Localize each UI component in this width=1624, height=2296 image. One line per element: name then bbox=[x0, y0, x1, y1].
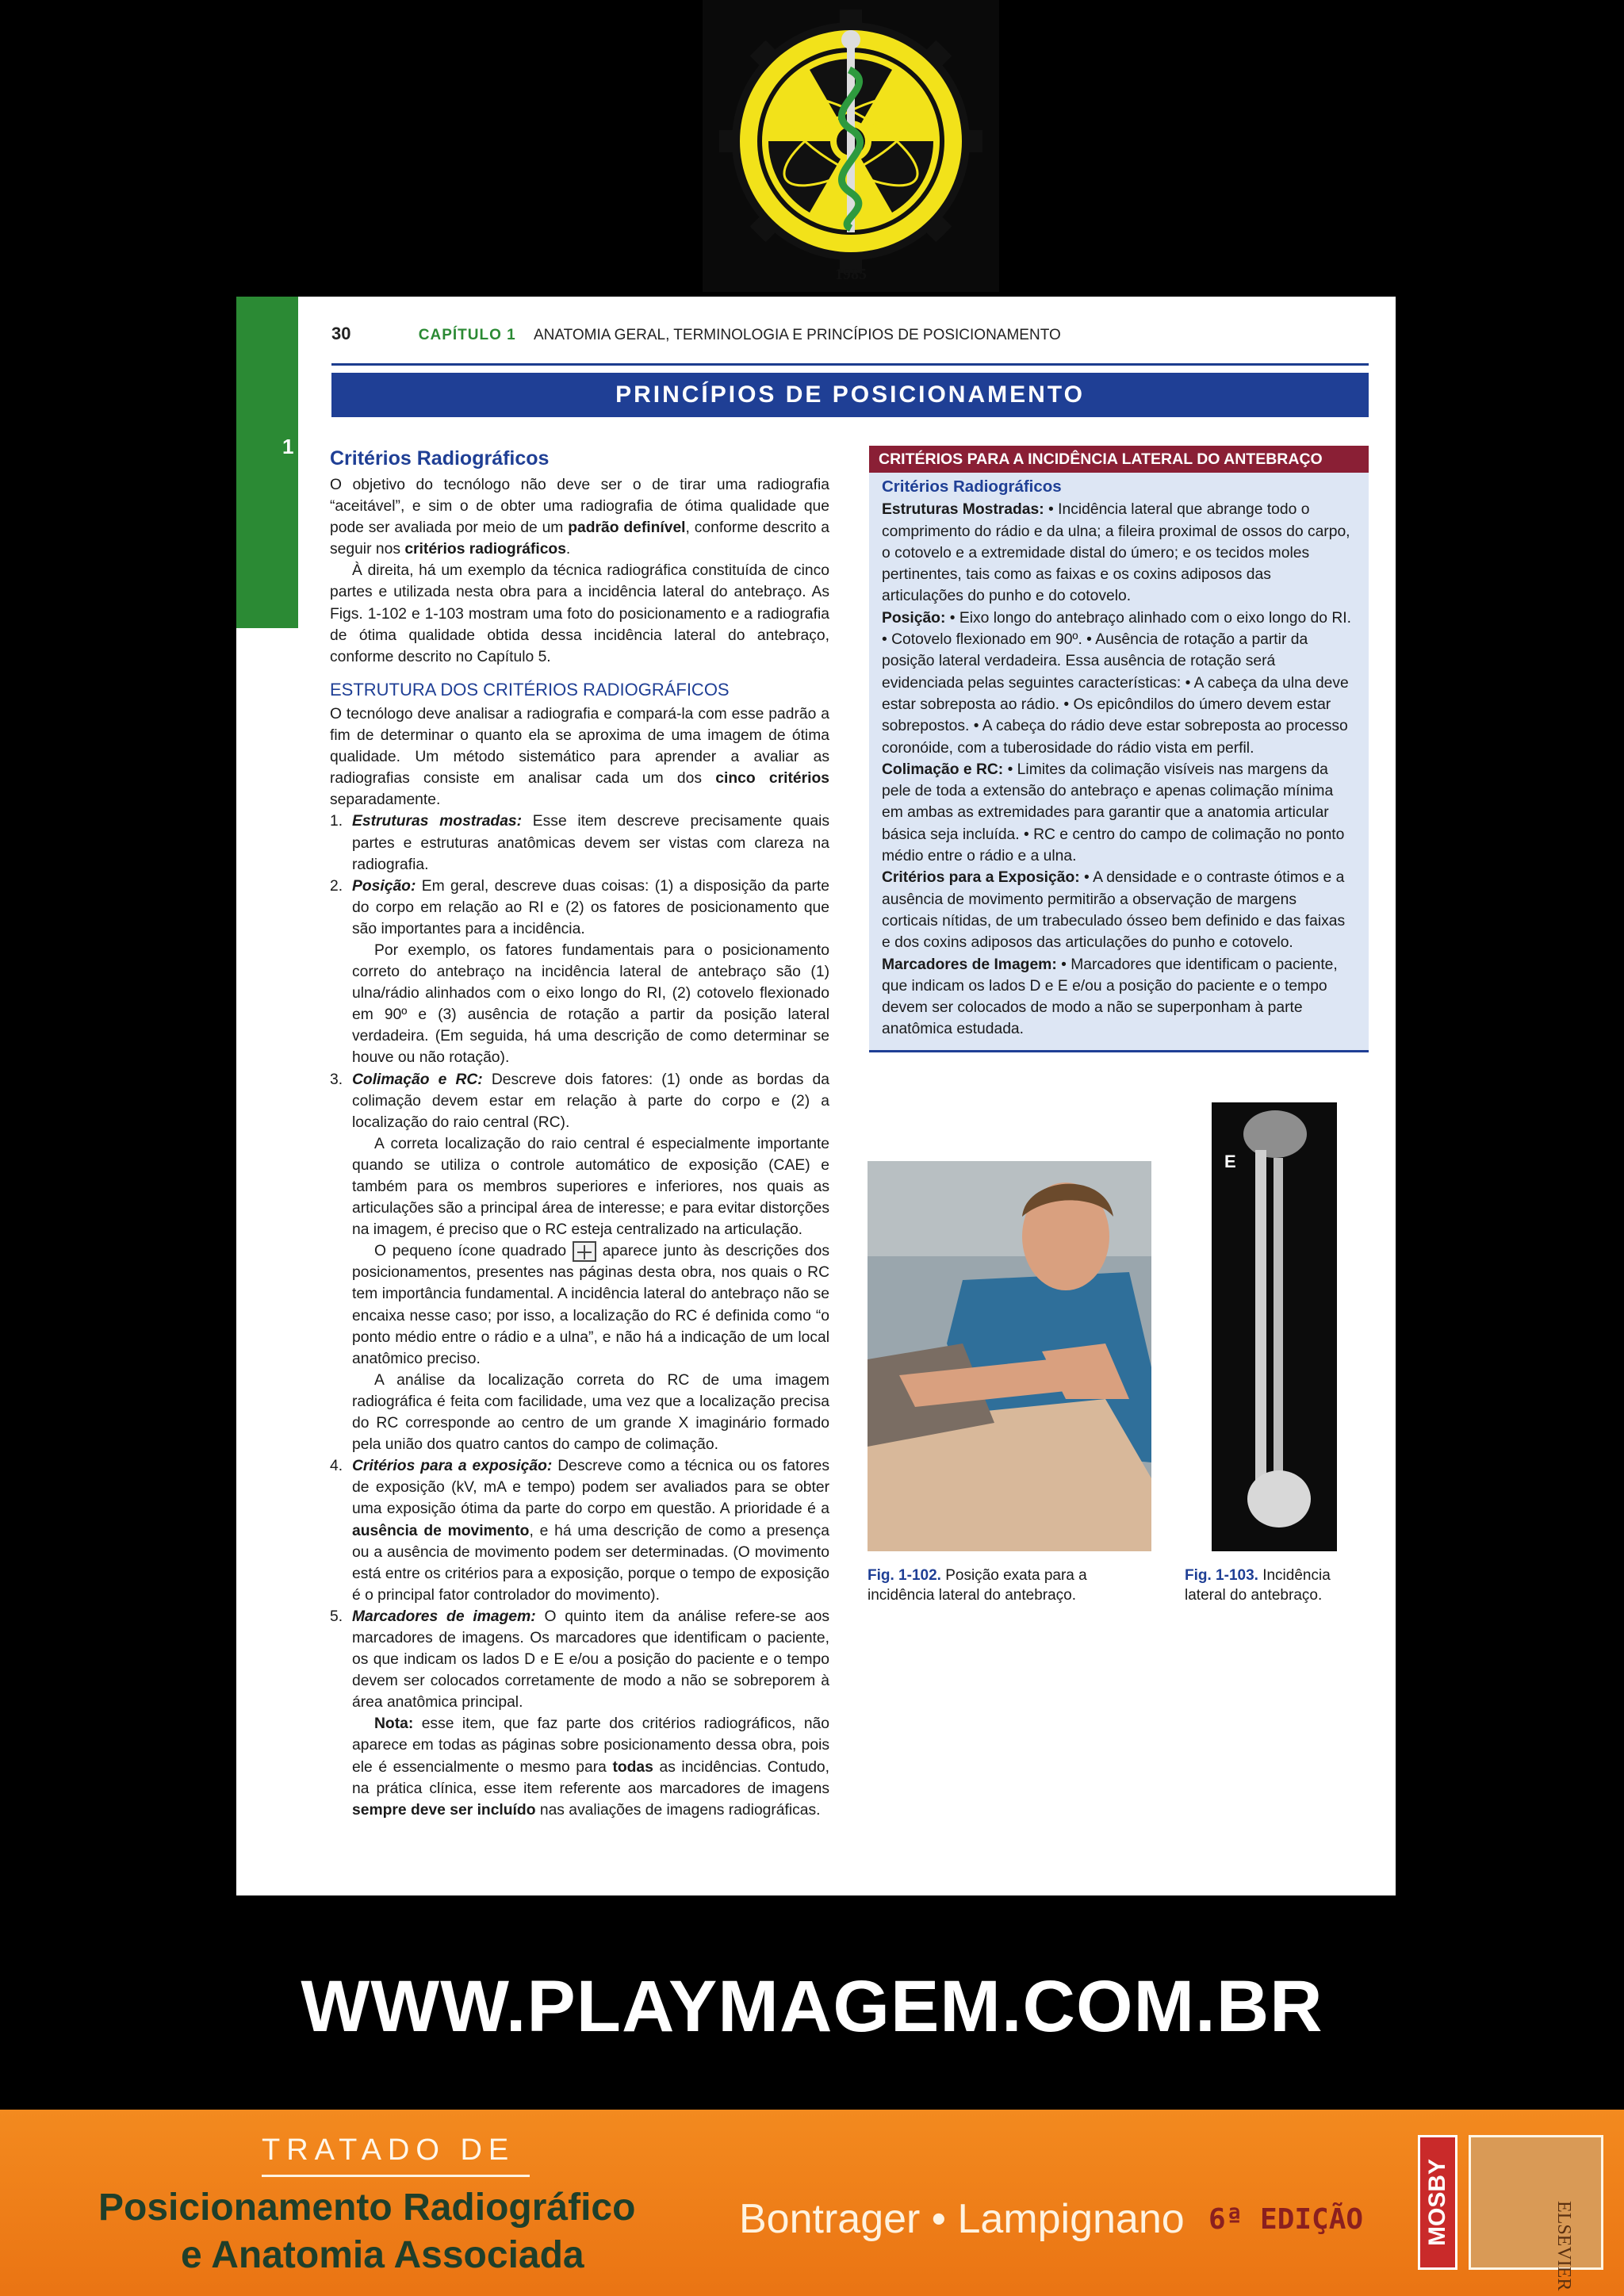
forearm-xray bbox=[1212, 1102, 1337, 1551]
criteria-box-header: CRITÉRIOS PARA A INCIDÊNCIA LATERAL DO ANTEBRAÇO bbox=[869, 446, 1369, 473]
criteria-box bbox=[869, 446, 1369, 1050]
logo bbox=[703, 0, 999, 292]
left-column bbox=[330, 446, 829, 1821]
cover-tratado: TRATADO DE bbox=[262, 2133, 515, 2167]
mosby-logo: MOSBY bbox=[1418, 2135, 1457, 2270]
section-banner: PRINCÍPIOS DE POSICIONAMENTO bbox=[331, 373, 1369, 417]
figure-caption: Fig. 1-102. Posição exata para a incidência lateral do antebraço. bbox=[868, 1567, 1087, 1604]
paragraph: O tecnólogo deve analisar a radiografia e compará-la com esse padrão a fim de determinar o quanto ela se aproxima de uma imagem de ótima qualidade. Um método sistemático para aprender a avaliar as radiografias consiste em analisar cada um dos cinco critérios separadamente. bbox=[330, 705, 830, 809]
book-page bbox=[236, 297, 1396, 1895]
subheading: ESTRUTURA DOS CRITÉRIOS RADIOGRÁFICOS bbox=[330, 679, 730, 700]
positioning-photo bbox=[868, 1161, 1151, 1551]
cover-edition: 6ª EDIÇÃO bbox=[1208, 2203, 1364, 2236]
paragraph: O objetivo do tecnólogo não deve ser o de tirar uma radiografia “aceitável”, e sim o de obter uma radiografia de ótima qualidade que pode ser avaliada por meio de um padrão definível, conforme descrito a seguir nos critérios radiográficos. bbox=[330, 477, 829, 558]
figure-caption: Fig. 1-103. Incidência lateral do antebraço. bbox=[1185, 1567, 1331, 1604]
criteria-entry: Colimação e RC: • Limites da colimação visíveis nas margens da pele de toda a extensão do antebraço e apenas colimação mínima em ambas as extremidades para garantir que a anatomia articular básica seja incluída. • RC e centro do campo de colimação no ponto médio entre o rádio e a ulna. bbox=[882, 761, 1345, 865]
criteria-box-subheader: Critérios Radiográficos bbox=[882, 477, 1062, 496]
box-bottom-rule bbox=[869, 1050, 1369, 1052]
page-number: 30 bbox=[331, 324, 351, 343]
chapter-tab-number: 1 bbox=[282, 435, 294, 458]
paragraph: À direita, há um exemplo da técnica radiográfica constituída de cinco partes e utilizada nesta obra para a incidência lateral do antebraço. As Figs. 1-102 e 1-103 mostram uma foto do posicionamento e a radiografia de ótima qualidade obtida dessa incidência lateral do antebraço, conforme descrito no Capítulo 5. bbox=[330, 562, 829, 665]
criteria-entry: Estruturas Mostradas: • Incidência lateral que abrange todo o comprimento do rádio e da ulna; a fileira proximal de ossos do carpo, o cotovelo e a extremidade distal do úmero; e os tecidos moles pertinentes, tais como as faixas e os coxins adiposos das articulações do punho e do cotovelo. bbox=[882, 501, 1350, 605]
header-rule bbox=[331, 363, 1369, 366]
list-item: 4. Critérios para a exposição: Descreve como a técnica ou os fatores de exposição (kV, mA e tempo) podem ser avaliados para se obter uma exposição ótima da parte do corpo em questão. A prioridade é a ausência de movimento, e há uma descrição de como a presença ou a ausência de movimento podem ser determinadas. (O movimento está entre os critérios para a exposição, porque o tempo de exposição é o principal fator controlador do movimento). bbox=[330, 1458, 829, 1604]
list-item: 5. Marcadores de imagem: O quinto item da análise refere-se aos marcadores de imagens. Os marcadores que identificam o paciente, os que indicam os lados D e E e/ou a posição do paciente e o tempo devem ser colocados corretamente de modo a não se sobreporem à área anatômica principal. Nota: esse item, que faz parte dos critérios radiográficos, não aparece em todas as páginas sobre posicionamento dessa obra, pois ele é essencialmente o mesmo para todas as incidências. Contudo, na prática clínica, esse item referente aos marcadores de imagens sempre deve ser incluído nas avaliações de imagens radiográficas. bbox=[330, 1608, 830, 1819]
cover-title-line2: e Anatomia Associada bbox=[181, 2234, 584, 2276]
running-head bbox=[331, 324, 1378, 351]
logo-year: 1985 bbox=[835, 266, 867, 283]
elsevier-logo: ELSEVIER bbox=[1469, 2135, 1603, 2270]
radiology-emblem-icon bbox=[703, 0, 999, 292]
chapter-label: CAPÍTULO 1 bbox=[418, 327, 516, 343]
positioning-photo-illustration bbox=[868, 1161, 1151, 1551]
book-cover-strip bbox=[0, 2110, 1624, 2296]
xray-side-marker: E bbox=[1224, 1152, 1236, 1171]
cover-rule bbox=[262, 2175, 530, 2177]
list-item: 2. Posição: Em geral, descreve duas coisas: (1) a disposição da parte do corpo em relação ao RI e (2) os fatores de posicionamento que são importantes para a incidência. Por exemplo, os fatores fundamentais para o posicionamento correto do antebraço na incidência lateral de antebraço são (1) ulna/rádio alinhados com o eixo longo do RI, (2) cotovelo flexionado em 90º e (3) ausência de rotação a partir da posição lateral verdadeira. (Em seguida, há uma descrição de como determinar se houve ou não rotação). bbox=[330, 877, 829, 1067]
cover-authors: Bontrager • Lampignano bbox=[739, 2196, 1185, 2242]
criteria-list bbox=[330, 811, 829, 1820]
list-item: 1. Estruturas mostradas: Esse item descreve precisamente quais partes e estruturas anatômicas devem ser vistas com clareza na radiografia. bbox=[330, 813, 830, 873]
criteria-entry: Marcadores de Imagem: • Marcadores que identificam o paciente, que indicam os lados D e E e/ou a posição do paciente e o tempo devem ser colocados de modo a não se superponham à parte anatômica estudada. bbox=[882, 956, 1338, 1038]
forearm-xray-image bbox=[1212, 1102, 1337, 1551]
list-item: 3. Colimação e RC: Descreve dois fatores: (1) onde as bordas da colimação devem estar em relação à parte do corpo e (2) a localização do raio central (RC). A correta localização do raio central é especialmente importante quando se utiliza o controle automático de exposição (CAE) e também para os membros superiores e inferiores, nos quais as articulações são a principal área de interesse; e para evitar distorções na imagem, é preciso que o RC esteja centralizado na articulação. O pequeno ícone quadrado aparece junto às descrições dos posicionamentos, presentes nas páginas desta obra, nos quais o RC tem importância fundamental. A incidência lateral do antebraço não se encaixa nesse caso; por isso, a localização do RC é definida como “o ponto médio entre o rádio e a ulna”, e não há a indicação de um local anatômico preciso. A análise da localização correta do RC de uma imagem radiográfica é feita com facilidade, uma vez que a localização precisa do RC corresponde ao centro de um grande X imaginário formado pela união dos quatro cantos do campo de colimação. bbox=[330, 1071, 829, 1454]
chapter-title: ANATOMIA GERAL, TERMINOLOGIA E PRINCÍPIOS DE POSICIONAMENTO bbox=[533, 327, 1061, 343]
criteria-entry: Critérios para a Exposição: • A densidade e o contraste ótimos e a ausência de movimento permitirão a observação de margens corticais nítidas, de um trabeculado ósseo bem definido e das faixas e dos coxins adiposos das articulações do punho e cotovelo. bbox=[882, 869, 1346, 952]
website-url: WWW.PLAYMAGEM.COM.BR bbox=[301, 1966, 1323, 2047]
section-heading: Critérios Radiográficos bbox=[330, 447, 550, 470]
criteria-entry: Posição: • Eixo longo do antebraço alinhado com o eixo longo do RI. • Cotovelo flexionado em 90º. • Ausência de rotação a partir da posição lateral verdadeira. Essa ausência de rotação será evidenciada pelas seguintes características: • A cabeça da ulna deve estar sobreposta ao rádio. • Os epicôndilos do úmero devem estar sobrepostos. • A cabeça do rádio deve estar sobreposta ao processo coronóide, com a tuberosidade do rádio vista em perfil. bbox=[882, 609, 1351, 757]
chapter-tab bbox=[236, 297, 298, 628]
central-ray-square-icon bbox=[573, 1241, 596, 1262]
cover-title-line1: Posicionamento Radiográfico bbox=[98, 2187, 636, 2229]
